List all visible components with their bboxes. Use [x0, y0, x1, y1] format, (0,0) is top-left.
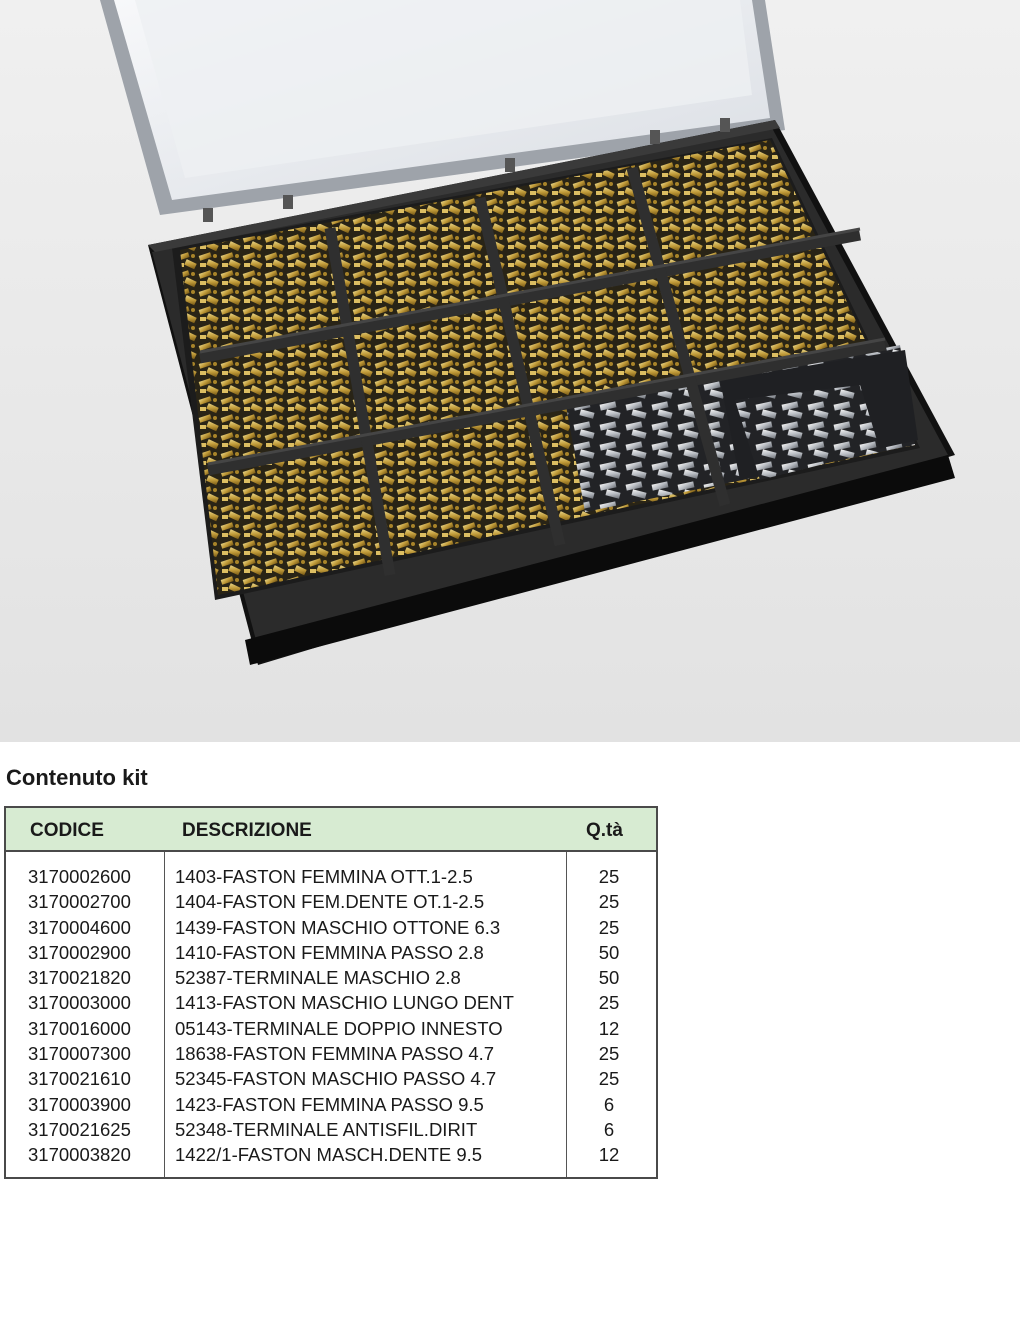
- table-row: [6, 864, 656, 889]
- item-quantity: 25: [598, 1068, 620, 1090]
- table-header: [6, 808, 656, 852]
- item-code: 3170004600: [28, 916, 131, 938]
- table-row: [6, 915, 656, 940]
- item-code: 3170021610: [28, 1068, 131, 1090]
- item-description: 1403-FASTON FEMMINA OTT.1-2.5: [175, 866, 473, 887]
- item-code: 3170016000: [28, 1017, 131, 1039]
- item-code: 3170021625: [28, 1118, 131, 1140]
- item-description: 05143-TERMINALE DOPPIO INNESTO: [175, 1017, 503, 1039]
- item-quantity: 25: [598, 992, 620, 1014]
- kit-contents-table: [4, 806, 658, 1179]
- table-row: [6, 1016, 656, 1041]
- table-row: [6, 1041, 656, 1066]
- item-description: 52345-FASTON MASCHIO PASSO 4.7: [175, 1068, 497, 1090]
- table-body: [6, 864, 656, 1168]
- item-quantity: 12: [598, 1017, 620, 1039]
- table-row: [6, 965, 656, 990]
- item-code: 3170002700: [28, 891, 131, 913]
- item-quantity: 50: [598, 967, 620, 989]
- item-quantity: 50: [598, 941, 620, 963]
- table-row: [6, 889, 656, 914]
- item-description: 18638-FASTON FEMMINA PASSO 4.7: [175, 1043, 495, 1065]
- item-code: 3170021820: [28, 967, 131, 989]
- table-row: [6, 990, 656, 1015]
- item-description: 1422/1-FASTON MASCH.DENTE 9.5: [175, 1144, 483, 1166]
- item-description: 1413-FASTON MASCHIO LUNGO DENT: [175, 992, 514, 1014]
- header-quantity: Q.tà: [586, 820, 623, 841]
- item-description: 52387-TERMINALE MASCHIO 2.8: [175, 967, 461, 989]
- item-code: 3170007300: [28, 1043, 131, 1065]
- header-description: DESCRIZIONE: [182, 820, 312, 841]
- item-quantity: 12: [598, 1144, 620, 1166]
- item-description: 1439-FASTON MASCHIO OTTONE 6.3: [175, 916, 501, 938]
- table-row: [6, 1142, 656, 1167]
- item-quantity: 25: [598, 891, 620, 913]
- item-quantity: 6: [603, 1093, 615, 1115]
- item-quantity: 25: [598, 916, 620, 938]
- item-quantity: 25: [598, 1043, 620, 1065]
- table-row: [6, 1117, 656, 1142]
- table-row: [6, 940, 656, 965]
- table-row: [6, 1092, 656, 1117]
- item-code: 3170002900: [28, 941, 131, 963]
- kit-contents-title: Contenuto kit: [6, 765, 148, 790]
- item-code: 3170003900: [28, 1093, 131, 1115]
- item-quantity: 25: [598, 866, 620, 887]
- item-description: 1404-FASTON FEM.DENTE OT.1-2.5: [175, 891, 485, 913]
- item-quantity: 6: [603, 1118, 615, 1140]
- item-code: 3170003000: [28, 992, 131, 1014]
- item-code: 3170003820: [28, 1144, 131, 1166]
- header-code: CODICE: [30, 820, 104, 841]
- item-description: 1410-FASTON FEMMINA PASSO 2.8: [175, 941, 484, 963]
- table-row: [6, 1066, 656, 1091]
- item-description: 52348-TERMINALE ANTISFIL.DIRIT: [175, 1118, 478, 1140]
- item-code: 3170002600: [28, 866, 131, 887]
- item-description: 1423-FASTON FEMMINA PASSO 9.5: [175, 1093, 484, 1115]
